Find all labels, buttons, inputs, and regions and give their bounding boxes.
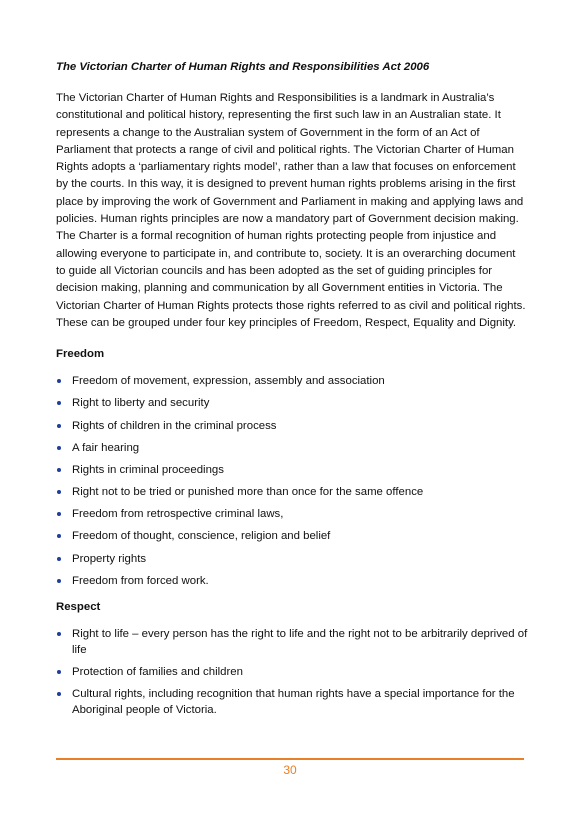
bullet-icon [57,579,61,583]
list-item: Freedom from retrospective criminal laws, [56,506,528,522]
document-title: The Victorian Charter of Human Rights and Responsibilities Act 2006 [56,61,430,73]
respect-list [56,626,528,718]
footer-divider [56,758,524,760]
list-item: Rights of children in the criminal process [56,418,528,434]
list-item: Cultural rights, including recognition that human rights have a special importance for the Aboriginal people of Victoria. [56,686,528,718]
bullet-icon [57,557,61,561]
bullet-icon [57,692,61,696]
bullet-icon [57,670,61,674]
list-item: Right to life – every person has the right to life and the right not to be arbitrarily deprived of life [56,626,528,658]
bullet-icon [57,534,61,538]
page-number: 30 [283,763,297,777]
list-item: Rights in criminal proceedings [56,462,528,478]
intro-paragraph: The Victorian Charter of Human Rights and Responsibilities is a landmark in Australia’s constitutional and political history, representing the first such law in an Australian state. It represents a change to the Australian system of Government in the form of an Act of Parliament that protects a range of civil and political rights. The Victorian Charter of Human Rights adopts a ‘parliamentary rights model’, rather than a law that focuses on enforcement by the courts. In this way, it is designed to prevent human rights problems arising in the first place by improving the work of Government and Parliament in making and applying laws and policies. Human rights principles are now a mandatory part of Government decision making. The Charter is a formal recognition of human rights protecting people from injustice and allowing everyone to participate in, and contribute to, society. It is an overarching document to guide all Victorian councils and has been adopted as the set of guiding principles for decision making, planning and communication by all Government entities in Victoria. The Victorian Charter of Human Rights protects those rights referred to as civil and political rights. These can be grouped under four key principles of Freedom, Respect, Equality and Dignity. [56,92,526,329]
list-item: Freedom from forced work. [56,573,528,589]
bullet-icon [57,512,61,516]
section-heading-respect: Respect [56,600,101,613]
bullet-icon [57,468,61,472]
bullet-icon [57,379,61,383]
bullet-icon [57,424,61,428]
bullet-icon [57,446,61,450]
bullet-icon [57,632,61,636]
bullet-icon [57,490,61,494]
list-item: Property rights [56,551,528,567]
freedom-list [56,373,528,589]
list-item: Protection of families and children [56,664,528,680]
page-content [56,59,528,728]
list-item: Freedom of movement, expression, assembly and association [56,373,528,389]
list-item: A fair hearing [56,440,528,456]
list-item: Right to liberty and security [56,395,528,411]
list-item: Right not to be tried or punished more than once for the same offence [56,484,528,500]
bullet-icon [57,401,61,405]
list-item: Freedom of thought, conscience, religion and belief [56,528,528,544]
section-heading-freedom: Freedom [56,348,105,361]
